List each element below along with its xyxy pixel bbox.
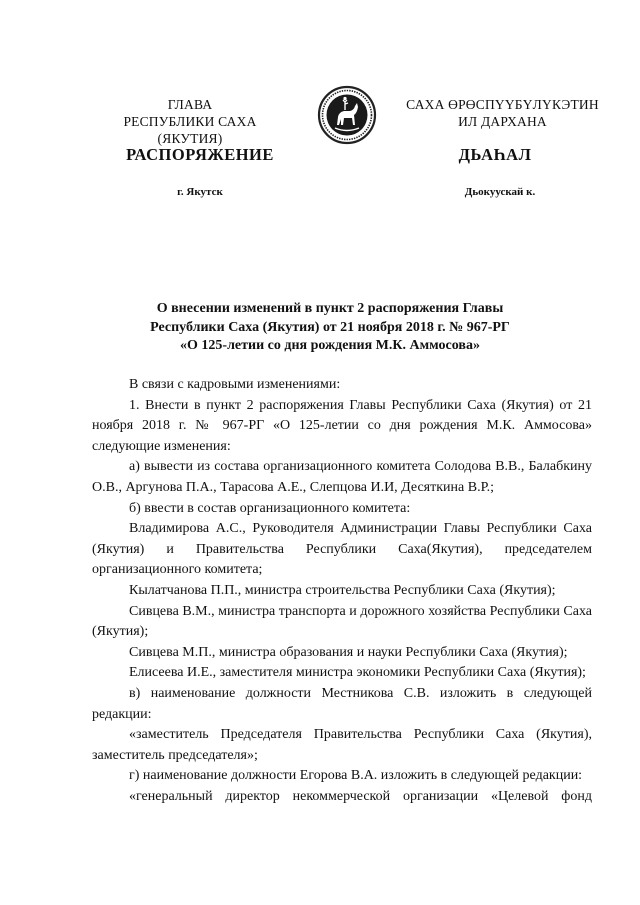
paragraph: б) ввести в состав организационного комитета: bbox=[129, 500, 411, 516]
doc-type-ru: РАСПОРЯЖЕНИЕ bbox=[126, 145, 274, 164]
title-line: О внесении изменений в пункт 2 распоряжения Главы bbox=[156, 301, 504, 316]
issuer-sakha-line2: ИЛ ДАРХАНА bbox=[458, 114, 547, 129]
document-title bbox=[80, 300, 580, 356]
paragraph: а) вывести из состава организационного комитета Солодова В.В., Балабкину О.В., Аргунова П.А., Тарасова А.Е., Слепцова И.И, Десяткина В.Р.; bbox=[92, 459, 592, 495]
issuer-sakha-line1: САХА ӨРӨСПҮҮБҮЛҮКЭТИН bbox=[406, 97, 599, 112]
title-line: Республики Саха (Якутия) от 21 ноября 2018 г. № 967-РГ bbox=[150, 319, 510, 335]
paragraph: Кылатчанова П.П., министра строительства Республики Саха (Якутия); bbox=[129, 582, 556, 598]
republic-emblem-icon bbox=[317, 85, 377, 145]
paragraph: в) наименование должности Местникова С.В. изложить в следующей редакции: bbox=[92, 685, 592, 722]
issuer-sakha bbox=[395, 96, 610, 130]
city-ru: г. Якутск bbox=[177, 186, 223, 198]
doc-type-sakha: ДЬАҺАЛ bbox=[458, 145, 532, 164]
paragraph: Елисеева И.Е., заместителя министра экономики Республики Саха (Якутия); bbox=[129, 665, 586, 681]
city-sakha: Дьокуускай к. bbox=[464, 186, 536, 198]
paragraph: «заместитель Председателя Правительства Республики Саха (Якутия), заместитель председателя»; bbox=[92, 727, 592, 763]
paragraph: Владимирова А.С., Руководителя Администрации Главы Республики Саха (Якутия) и Правительства Республики Саха(Якутия), председателем организационного комитета; bbox=[92, 521, 592, 578]
title-line: «О 125-летии со дня рождения М.К. Аммосова» bbox=[180, 338, 480, 353]
paragraph: Сивцева М.П., министра образования и науки Республики Саха (Якутия); bbox=[129, 644, 568, 660]
issuer-ru-line1: ГЛАВА bbox=[167, 97, 213, 112]
document-body bbox=[92, 375, 592, 807]
paragraph: Сивцева В.М., министра транспорта и дорожного хозяйства Республики Саха (Якутия); bbox=[92, 603, 592, 640]
issuer-ru-line2: РЕСПУБЛИКИ САХА (ЯКУТИЯ) bbox=[123, 114, 257, 146]
issuer-ru bbox=[90, 96, 290, 147]
paragraph: 1. Внести в пункт 2 распоряжения Главы Республики Саха (Якутия) от 21 ноября 2018 г. № 967-РГ «О 125-летии со дня рождения М.К. Аммосова» следующие изменения: bbox=[92, 397, 592, 454]
paragraph: «генеральный директор некоммерческой организации «Целевой фонд bbox=[129, 788, 592, 804]
paragraph: г) наименование должности Егорова В.А. изложить в следующей редакции: bbox=[129, 768, 583, 784]
paragraph: В связи с кадровыми изменениями: bbox=[129, 377, 341, 392]
